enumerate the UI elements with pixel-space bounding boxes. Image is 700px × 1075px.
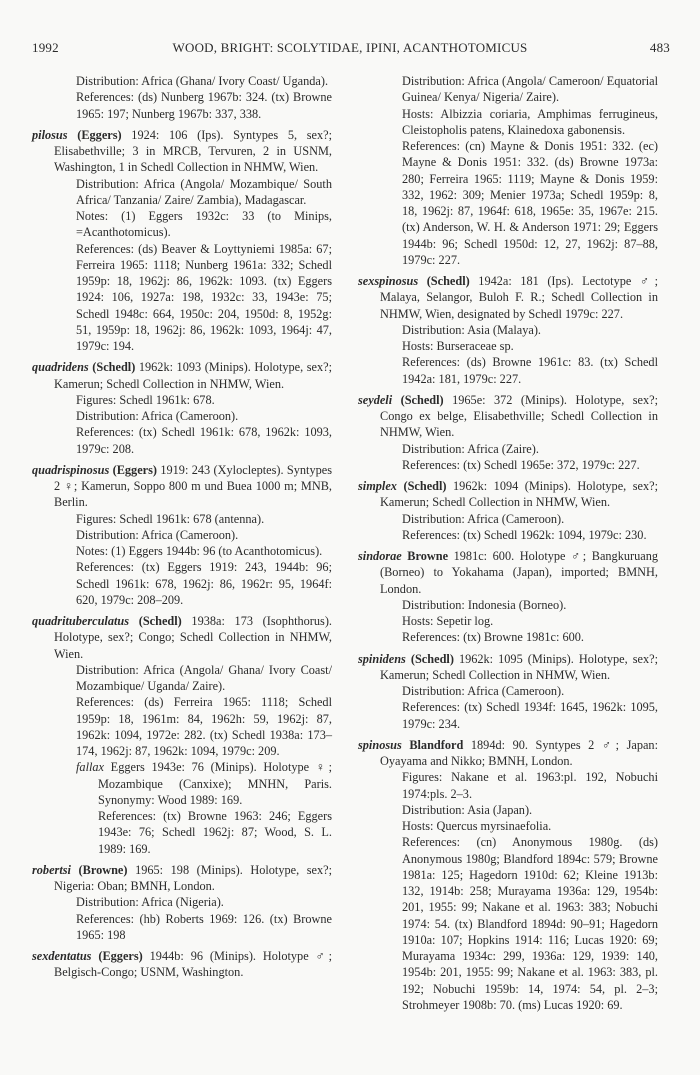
species-author: (Eggers) xyxy=(98,949,143,963)
species-author: (Schedl) xyxy=(138,614,182,628)
entry-head xyxy=(32,862,333,895)
entry-citation: 1962k: 1094 (Minips). Holotype, sex?; Kamerun; Schedl Collection in NHMW, Wien. xyxy=(380,479,659,510)
species-name: simplex xyxy=(358,479,397,493)
entry-citation: 1965e: 372 (Minips). Holotype, sex?; Congo ex belge, Elisabethville; Schedl Collection in NHMW, Wien. xyxy=(380,392,658,440)
entry-head xyxy=(358,548,658,597)
entry-citation: 1981c: 600. Holotype ♂; Bangkuruang (Borneo) to Yokahama (Japan), imported; BMNH, London. xyxy=(380,549,658,596)
entry-continuation xyxy=(358,73,658,268)
species-author: (Schedl) xyxy=(410,651,454,666)
species-entry xyxy=(32,127,332,355)
species-name: sindorae xyxy=(358,549,402,563)
entry-head xyxy=(358,273,658,322)
entry-paragraph: Distribution: Asia (Malaya). xyxy=(402,322,542,337)
entry-head xyxy=(32,948,332,981)
entry-citation: 1938a: 173 (Isophthorus). Holotype, sex?; Congo; Schedl Collection in NHMW, Wien. xyxy=(54,614,333,661)
entry-paragraph: Distribution: Asia (Japan). xyxy=(402,802,533,817)
species-entry xyxy=(358,651,658,732)
entry-paragraph: References: (tx) Schedl 1934f: 1645, 1962k: 1095, 1979c: 234. xyxy=(402,700,658,731)
entry-paragraph: Figures: Schedl 1961k: 678. xyxy=(76,392,215,407)
species-name: spinidens xyxy=(358,651,406,666)
species-name: sexspinosus xyxy=(358,274,419,288)
species-entry xyxy=(32,613,332,857)
entry-head xyxy=(32,127,333,176)
entry-paragraph: Figures: Schedl 1961k: 678 (antenna). xyxy=(76,511,265,526)
page-year: 1992 xyxy=(32,40,59,55)
synonym-name: fallax xyxy=(76,760,105,775)
entry-paragraph: Distribution: Africa (Cameroon). xyxy=(76,409,239,423)
entry-paragraph: References: (ds) Beaver & Loyttyniemi 1985a: 67; Ferreira 1965: 1118; Nunberg 1961a: 332; Schedl 1959p: 18, 1962j: 86, 1962k: 1093. (tx) Eggers 1924: 106, 1927a: 198, 1932c: 33, 1943e: 75; Schedl 1948c: 664, 1950c: 204, 1950d: 8, 1952g: 51, 1959p: 18, 1962j: 86, 1962k: 1093, 1964j: 47, 1979c: 194. xyxy=(76,241,332,353)
entry-paragraph: Distribution: Africa (Cameroon). xyxy=(402,684,565,698)
species-name: quadrituberculatus xyxy=(32,614,130,628)
entry-head xyxy=(32,613,333,662)
entry-paragraph: Figures: Nakane et al. 1963:pl. 192, Nobuchi 1974:pls. 2–3. xyxy=(402,770,658,801)
entry-paragraph: References: (tx) Eggers 1919: 243, 1944b: 96; Schedl 1961k: 678, 1962j: 86, 1962r: 95, 1964f: 620, 1979c: 208–209. xyxy=(76,560,332,607)
species-author: (Eggers) xyxy=(77,127,122,142)
synonym-head xyxy=(76,759,332,808)
entry-head xyxy=(32,359,332,392)
entry-paragraph: Distribution: Africa (Angola/ Mozambique/ South Africa/ Tanzania/ Zaire/ Zambia), Madagascar. xyxy=(76,176,332,207)
species-author: (Schedl) xyxy=(400,392,444,407)
entry-citation: 1942a: 181 (Ips). Lectotype ♂; Malaya, Selangor, Buloh F. R.; Schedl Collection in NHMW, Wien, designated by Schedl 1979c: 227. xyxy=(380,274,658,321)
entry-citation: 1919: 243 (Xylocleptes). Syntypes 2 ♀; Kamerun, Soppo 800 m und Buea 1000 m; MNB, Berlin. xyxy=(54,462,333,510)
entry-paragraph: Distribution: Africa (Cameroon). xyxy=(402,511,565,526)
entry-paragraph: References: (cn) Anonymous 1980g. (ds) Anonymous 1980g; Blandford 1894c: 579; Browne 1981a: 125; Hagedorn 1910d: 62; Kleine 1913b: 132, 1914b: 258; Murayama 1936a: 129, 1954b: 201, 1955: 99; Nakane et al. 1963: 383; Nobuchi 1974: 54. (tx) Blandford 1894d: 90–91; Hagedorn 1910a: 107; Hopkins 1914: 116; Lucas 1920: 69; Murayama 1934c: 299, 1936a: 129, 1939: 140, 1954b: 201, 1955: 99; Nakane et al. 1963: 383, pl. 192; Nobuchi 1959b: 14, 1974: 54, pl. 2–3; Strohmeyer 1908b: 70. (ms) Lucas 1920: 69. xyxy=(402,835,658,1012)
running-title: WOOD, BRIGHT: SCOLYTIDAE, IPINI, ACANTHOTOMICUS xyxy=(172,40,528,55)
entry-citation: 1944b: 96 (Minips). Holotype ♂; Belgisch-Congo; USNM, Washington. xyxy=(54,949,332,980)
entry-paragraph: References: (tx) Schedl 1965e: 372, 1979c: 227. xyxy=(402,457,640,472)
species-author: (Schedl) xyxy=(403,479,447,493)
entry-paragraph: Distribution: Africa (Ghana/ Ivory Coast/ Uganda). xyxy=(76,74,329,88)
species-author: (Schedl) xyxy=(92,360,136,375)
entry-head xyxy=(358,651,659,684)
species-name: seydeli xyxy=(358,392,393,407)
entry-paragraph: Hosts: Quercus myrsinaefolia. xyxy=(402,819,552,833)
entry-citation: 1962k: 1093 (Minips). Holotype, sex?; Kamerun; Schedl Collection in NHMW, Wien. xyxy=(54,360,332,391)
entry-head xyxy=(358,478,659,511)
entry-citation: 1894d: 90. Syntypes 2 ♂; Japan: Oyayama and Nikko; BMNH, London. xyxy=(380,737,658,768)
entry-paragraph: Distribution: Africa (Cameroon). xyxy=(76,527,239,542)
species-entry xyxy=(32,462,332,608)
entry-paragraph: References: (ds) Browne 1961c: 83. (tx) Schedl 1942a: 181, 1979c: 227. xyxy=(402,355,658,386)
synonym-paragraph: References: (tx) Browne 1963: 246; Eggers 1943e: 76; Schedl 1962j: 87; Wood, S. L. 1989: 169. xyxy=(98,809,332,856)
entry-paragraph: Distribution: Africa (Angola/ Ghana/ Ivory Coast/ Mozambique/ Uganda/ Zaire). xyxy=(76,662,332,693)
entry-paragraph: References: (hb) Roberts 1969: 126. (tx) Browne 1965: 198 xyxy=(76,911,332,942)
entry-head xyxy=(358,392,658,441)
entry-paragraph: Hosts: Albizzia coriaria, Amphimas ferrugineus, Cleistopholis patens, Klainedoxa gabonensis. xyxy=(402,106,658,137)
species-author: Blandford xyxy=(409,737,464,752)
species-name: quadrispinosus xyxy=(32,462,110,477)
entry-paragraph: References: (tx) Schedl 1961k: 678, 1962k: 1093, 1979c: 208. xyxy=(76,425,332,456)
species-entry xyxy=(358,737,658,1013)
entry-head xyxy=(32,462,333,511)
entry-citation: 1965: 198 (Minips). Holotype, sex?; Nigeria: Oban; BMNH, London. xyxy=(54,862,333,893)
species-name: spinosus xyxy=(358,737,402,752)
entry-paragraph: Hosts: Sepetir log. xyxy=(402,614,494,628)
species-name: quadridens xyxy=(32,360,89,375)
species-author: Browne xyxy=(407,549,449,563)
species-author: (Eggers) xyxy=(112,462,157,477)
synonym-citation: Eggers 1943e: 76 (Minips). Holotype ♀; Mozambique (Canxixe); MNHN, Paris. Synonymy: Wood 1989: 169. xyxy=(98,760,332,807)
entry-paragraph: Distribution: Africa (Angola/ Cameroon/ Equatorial Guinea/ Kenya/ Nigeria/ Zaire). xyxy=(402,74,658,105)
entry-paragraph: Notes: (1) Eggers 1944b: 96 (to Acanthotomicus). xyxy=(76,544,323,558)
entry-continuation xyxy=(32,73,332,122)
entry-paragraph: Distribution: Indonesia (Borneo). xyxy=(402,597,567,612)
species-author: (Schedl) xyxy=(426,274,470,288)
entry-paragraph: References: (cn) Mayne & Donis 1951: 332. (ec) Mayne & Donis 1951: 332. (ds) Browne 1973a: 280; Ferreira 1965: 1119; Mayne & Donis 1959: 332, 1962: 309; Menier 1973a; Schedl 1959p: 8, 18, 1962j: 87, 1964f: 618, 1965e: 35, 1967e: 215. (tx) Anderson, W. H. & Anderson 1971: 29; Eggers 1944b: 96; Schedl 1950d: 12, 27, 1962j: 87–88, 1979c: 227. xyxy=(402,139,658,267)
species-entry xyxy=(358,478,658,543)
species-name: sexdentatus xyxy=(32,949,92,963)
entry-paragraph: References: (tx) Browne 1981c: 600. xyxy=(402,630,585,645)
species-name: pilosus xyxy=(32,127,68,142)
species-entry xyxy=(32,862,332,943)
synonym-entry xyxy=(54,759,332,857)
entry-paragraph: Notes: (1) Eggers 1932c: 33 (to Minips, =Acanthotomicus). xyxy=(76,209,332,240)
entry-paragraph: Distribution: Africa (Zaire). xyxy=(402,441,539,456)
entry-paragraph: References: (ds) Ferreira 1965: 1118; Schedl 1959p: 18, 1961m: 84, 1962h: 59, 1962j: 87, 1962k: 1094, 1972e: 282. (tx) Schedl 1938a: 173–174, 1962j: 87, 1962k: 1094, 1979c: 209. xyxy=(76,695,332,758)
right-column xyxy=(358,73,658,1018)
species-author: (Browne) xyxy=(78,862,128,877)
species-entry xyxy=(32,359,332,457)
entry-citation: 1962k: 1095 (Minips). Holotype, sex?; Kamerun; Schedl Collection in NHMW, Wien. xyxy=(380,651,659,682)
entry-head xyxy=(358,737,658,770)
species-entry xyxy=(32,948,332,981)
entry-citation: 1924: 106 (Ips). Syntypes 5, sex?; Elisabethville; 3 in MRCB, Tervuren, 2 in USNM, Washington, 1 in Schedl Collection in NHMW, Wien. xyxy=(54,127,333,175)
entry-paragraph: Distribution: Africa (Nigeria). xyxy=(76,895,224,910)
species-entry xyxy=(358,548,658,646)
entry-paragraph: References: (tx) Schedl 1962k: 1094, 1979c: 230. xyxy=(402,527,647,542)
entry-paragraph: Hosts: Burseraceae sp. xyxy=(402,339,514,353)
left-column xyxy=(32,73,332,986)
species-name: robertsi xyxy=(32,862,71,877)
species-entry xyxy=(358,392,658,473)
entry-paragraph: References: (ds) Nunberg 1967b: 324. (tx) Browne 1965: 197; Nunberg 1967b: 337, 338. xyxy=(76,90,332,121)
species-entry xyxy=(358,273,658,387)
page-number: 483 xyxy=(649,40,670,55)
